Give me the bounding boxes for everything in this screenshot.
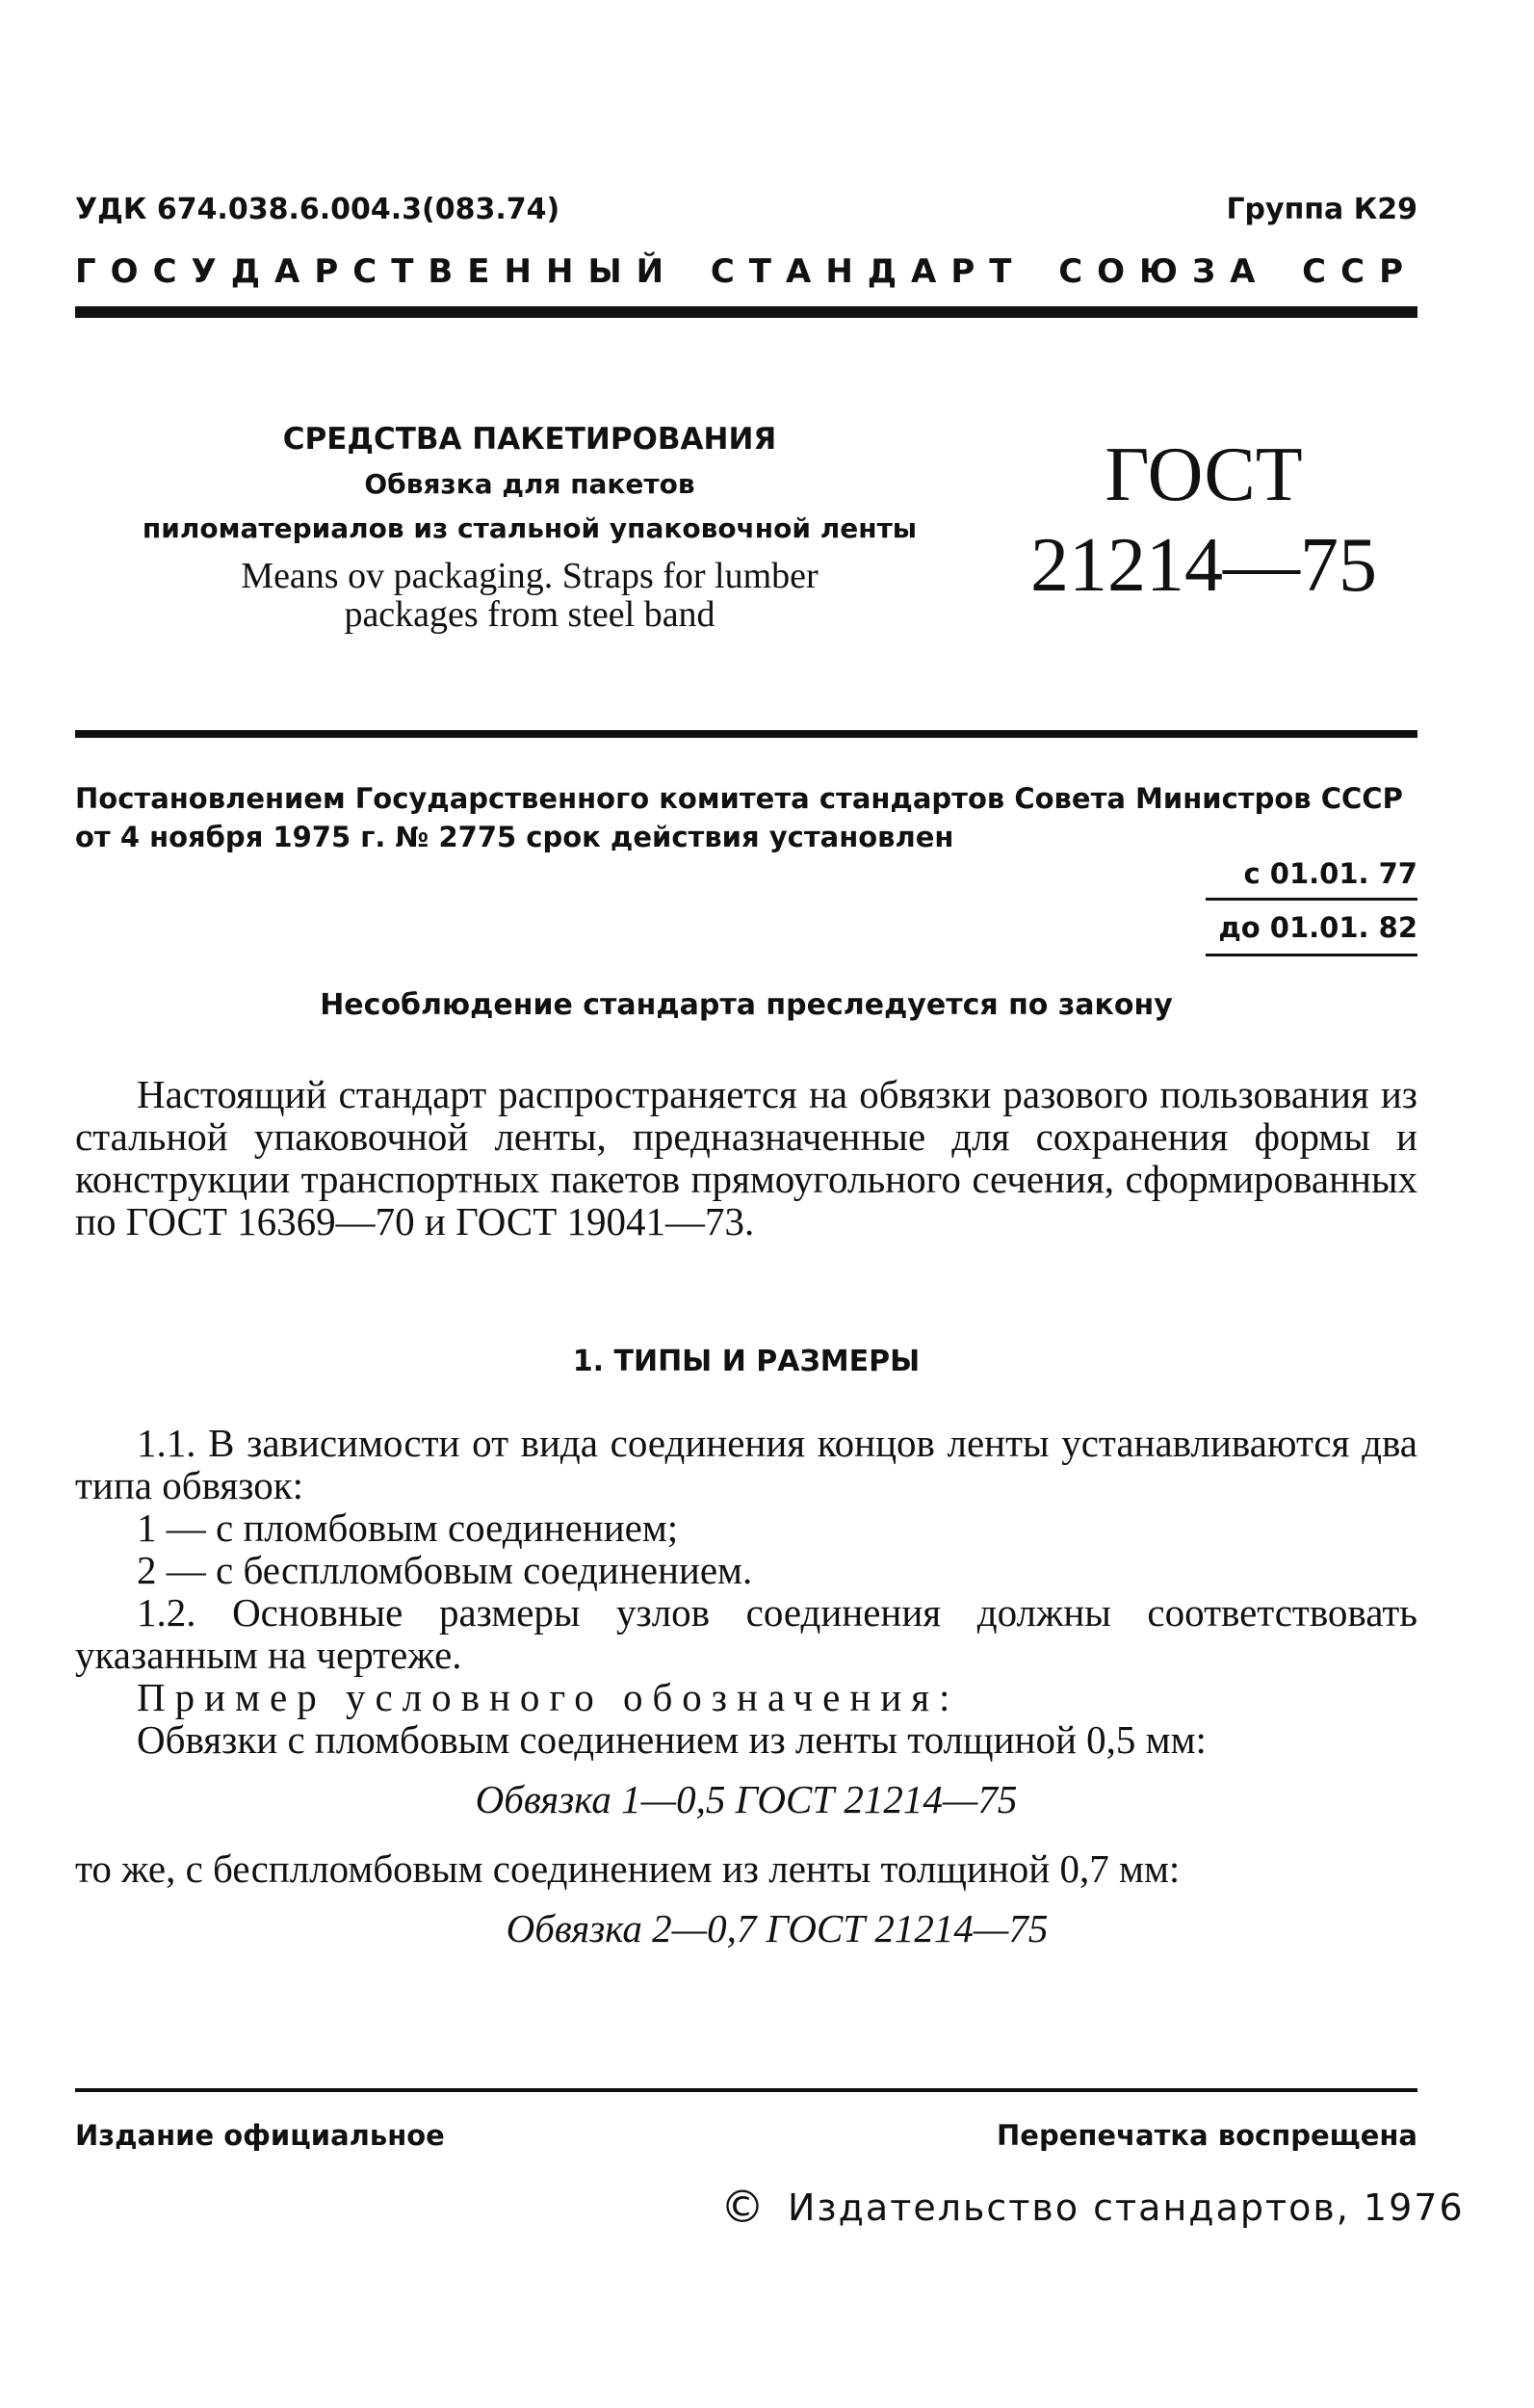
publisher-notice: Издательство стандартов, 1976 xyxy=(788,2186,1465,2229)
group-code: Группа К29 xyxy=(1226,193,1417,226)
title-ru-line1: СРЕДСТВА ПАКЕТИРОВАНИЯ xyxy=(282,422,777,457)
edition-notice: Издание официальное xyxy=(75,2119,445,2152)
footer-rule xyxy=(75,2088,1417,2092)
example-intro-2: то же, с бесплломбовым соединением из ленты толщиной 0,7 мм: xyxy=(75,1846,1181,1891)
valid-to-rule xyxy=(1206,954,1417,956)
header-rule xyxy=(75,306,1417,318)
example-label: Пример условного обозначения: xyxy=(137,1675,960,1719)
section-heading: 1. ТИПЫ И РАЗМЕРЫ xyxy=(572,1345,921,1378)
type-2-item: 2 — с бесплломбовым соединением. xyxy=(137,1548,753,1592)
valid-from: с 01.01. 77 xyxy=(1243,857,1417,890)
copyright-icon: © xyxy=(720,2181,765,2233)
title-ru-line2: Обвязка для пакетов xyxy=(364,468,695,500)
title-rule xyxy=(75,730,1417,738)
gost-label: ГОСТ xyxy=(1105,432,1303,517)
example-intro: Обвязки с пломбовым соединением из ленты толщиной 0,5 мм: xyxy=(137,1717,1207,1762)
valid-from-rule xyxy=(1206,898,1417,901)
decree-line1: Постановлением Государственного комитета стандартов Совета Министров СССР xyxy=(75,782,1403,815)
udk-code: УДК 674.038.6.004.3(083.74) xyxy=(75,193,560,226)
designation-1: Обвязка 1—0,5 ГОСТ 21214—75 xyxy=(475,1777,1018,1821)
gost-number: 21214—75 xyxy=(1030,523,1377,608)
type-1-item: 1 — с пломбовым соединением; xyxy=(137,1505,679,1550)
designation-2: Обвязка 2—0,7 ГОСТ 21214—75 xyxy=(506,1906,1049,1950)
title-en-line1: Means ov packaging. Straps for lumber xyxy=(241,556,819,596)
state-standard-banner: ГОСУДАРСТВЕННЫЙ СТАНДАРТ СОЮЗА ССР xyxy=(75,252,1417,291)
valid-to: до 01.01. 82 xyxy=(1218,911,1417,944)
title-en-line2: packages from steel band xyxy=(344,594,715,635)
law-notice: Несоблюдение стандарта преследуется по закону xyxy=(320,988,1173,1022)
clause-1-2: 1.2. Основные размеры узлов соединения должны соответствовать указанным на чертеже. xyxy=(75,1590,1417,1677)
intro-paragraph: Настоящий стандарт распространяется на обвязки разового пользования из стальной упаковочной ленты, предназначенные для сохранения формы и конструкции транспортных пакетов прямоугольного сечения, сформированных по ГОСТ 16369—70 и ГОСТ 19041—73. xyxy=(75,1072,1417,1243)
clause-1-1: 1.1. В зависимости от вида соединения концов ленты устанавливаются два типа обвязок: xyxy=(75,1421,1417,1507)
reprint-notice: Перепечатка воспрещена xyxy=(997,2119,1417,2152)
title-ru-line3: пиломатериалов из стальной упаковочной ленты xyxy=(142,512,918,544)
decree-line2: от 4 ноября 1975 г. № 2775 срок действия установлен xyxy=(75,821,954,853)
